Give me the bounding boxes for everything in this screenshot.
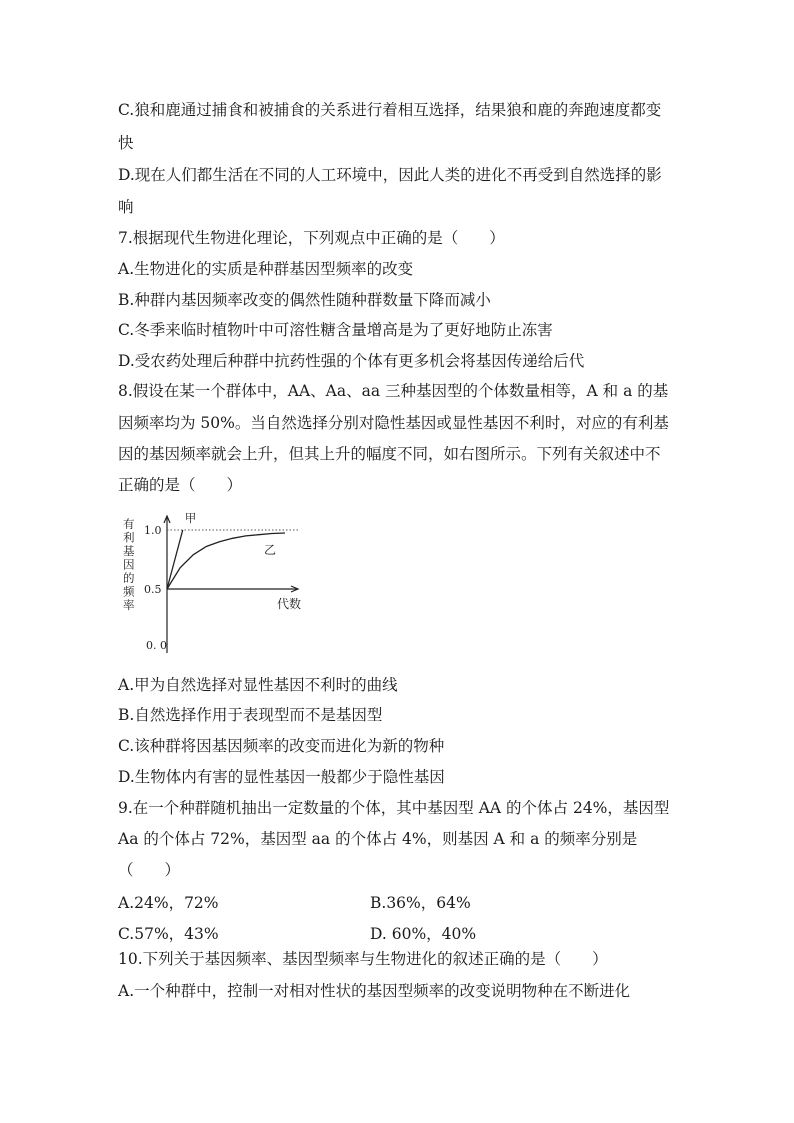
- q8-option-c: C.该种群将因基因频率的改变而进化为新的物种: [118, 737, 445, 755]
- q8-stem-line1: 8.假设在某一个群体中，AA、Aa、aa 三种基因型的个体数量相等，A 和 a 的基: [118, 382, 669, 400]
- q9-options-row1: [118, 893, 219, 913]
- q7-option-b: B.种群内基因频率改变的偶然性随种群数量下降而减小: [118, 291, 491, 309]
- q6-option-c-line2: 快: [118, 134, 134, 152]
- y-axis-label-char: 因: [123, 557, 135, 572]
- q6-option-c-line1: C.狼和鹿通过捕食和被捕食的关系进行着相互选择，结果狼和鹿的奔跑速度都变: [118, 101, 662, 119]
- q8-option-b: B.自然选择作用于表现型而不是基因型: [118, 706, 383, 724]
- y-axis-label-char: 有: [123, 517, 135, 531]
- q8-stem-line2: 因频率均为 50%。当自然选择分别对隐性基因或显性基因不利时，对应的有利基: [118, 414, 669, 432]
- q9-option-b: B.36%，64%: [370, 894, 471, 912]
- y-axis-label-char: 的: [123, 571, 135, 585]
- q7-option-c: C.冬季来临时植物叶中可溶性糖含量增高是为了更好地防止冻害: [118, 321, 553, 339]
- q9-stem-line2: Aa 的个体占 72%，基因型 aa 的个体占 4%，则基因 A 和 a 的频率分别是: [118, 830, 638, 848]
- series-yi-line: [167, 533, 285, 589]
- q9-stem-line1: 9.在一个种群随机抽出一定数量的个体，其中基因型 AA 的个体占 24%，基因型: [118, 799, 670, 817]
- y-tick-label: 0.5: [144, 583, 162, 596]
- q7-stem: 7.根据现代生物进化理论，下列观点中正确的是（ ）: [118, 229, 505, 247]
- q9-stem-line3: （ ）: [118, 861, 181, 879]
- q7-option-a: A.生物进化的实质是种群基因型频率的改变: [118, 260, 414, 278]
- q7-option-d: D.受农药处理后种群中抗药性强的个体有更多机会将基因传递给后代: [118, 352, 585, 370]
- q6-option-d-line1: D.现在人们都生活在不同的人工环境中，因此人类的进化不再受到自然选择的影: [118, 166, 662, 184]
- y-axis-label-char: 率: [123, 598, 135, 612]
- q9-option-d: D. 60%，40%: [370, 925, 477, 943]
- q8-option-a: A.甲为自然选择对显性基因不利时的曲线: [118, 676, 398, 694]
- q10-option-a: A.一个种群中，控制一对相对性状的基因型频率的改变说明物种在不断进化: [118, 982, 631, 1000]
- q10-stem: 10.下列关于基因频率、基因型频率与生物进化的叙述正确的是（ ）: [118, 950, 608, 968]
- q9-option-c: C.57%，43%: [118, 925, 219, 943]
- q6-option-d-line2: 响: [118, 198, 134, 216]
- x-axis-label: 代数: [277, 597, 302, 611]
- gene-frequency-chart: [110, 508, 310, 658]
- series-jia-line: [167, 530, 183, 589]
- q8-stem-line4: 正确的是（ ）: [118, 476, 243, 494]
- q9-option-a: A.24%，72%: [118, 894, 219, 912]
- series-yi-label: 乙: [264, 543, 277, 557]
- y-axis-label-char: 利: [123, 530, 135, 545]
- y-axis-label-char: 频: [123, 584, 135, 599]
- y-axis-label-char: 基: [123, 544, 135, 558]
- q8-option-d: D.生物体内有害的显性基因一般都少于隐性基因: [118, 768, 445, 786]
- series-jia-label: 甲: [184, 511, 197, 525]
- q8-stem-line3: 因的基因频率就会上升，但其上升的幅度不同，如右图所示。下列有关叙述中不: [118, 445, 661, 463]
- y-tick-label: 0. 0: [146, 639, 167, 652]
- y-tick-label: 1.0: [144, 524, 162, 537]
